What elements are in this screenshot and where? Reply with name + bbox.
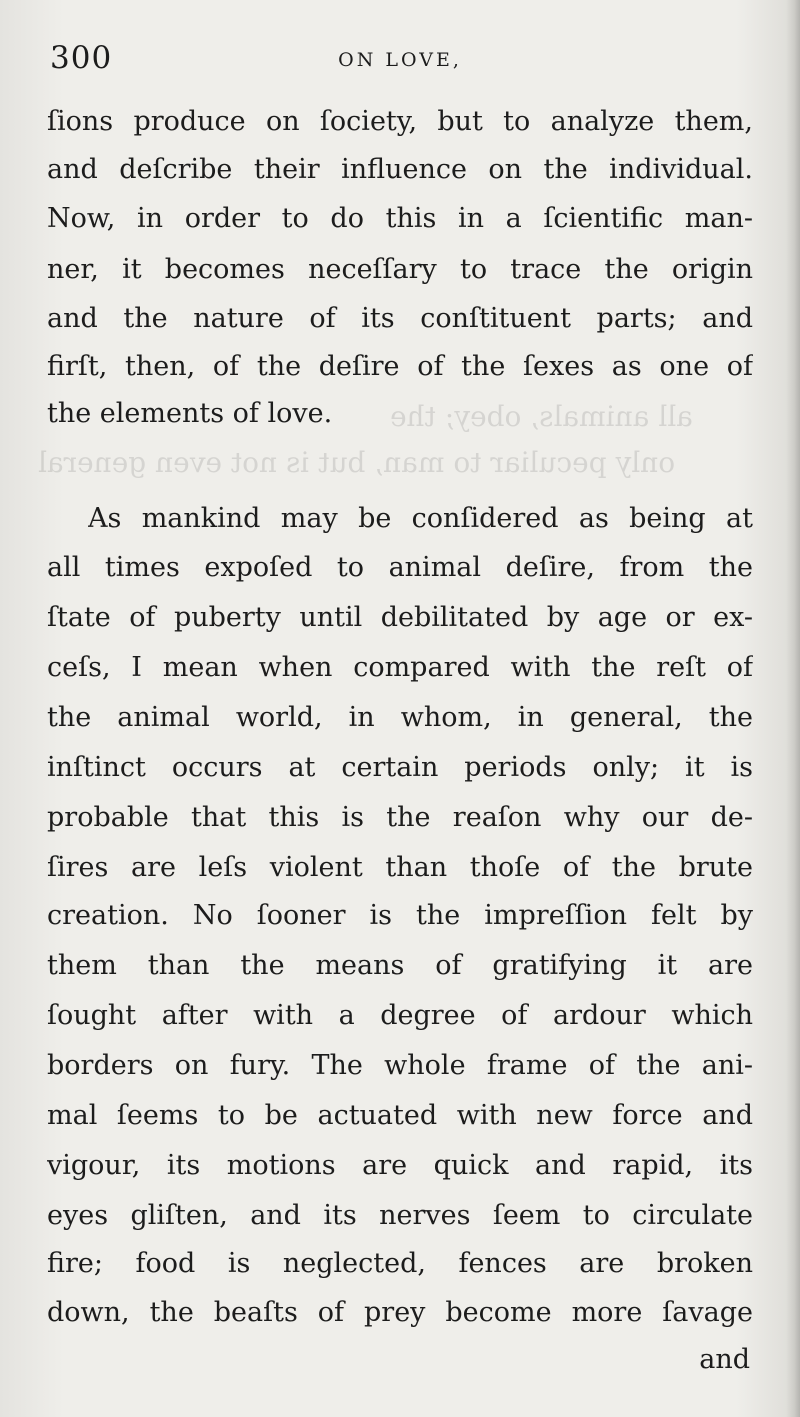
text-line: and deſcribe their influence on the individual. xyxy=(47,154,753,185)
catchword: and xyxy=(699,1344,750,1375)
show-through-text: all animals, obey; the xyxy=(390,400,693,433)
text-line: the elements of love. xyxy=(47,398,333,429)
text-line: them than the means of gratifying it are xyxy=(47,950,753,981)
text-line: inſtinct occurs at certain periods only; it is xyxy=(47,752,753,783)
text-line: ſought after with a degree of ardour which xyxy=(47,1000,753,1031)
text-line: all times expoſed to animal deſire, from the xyxy=(47,552,753,583)
text-line: vigour, its motions are quick and rapid, its xyxy=(47,1150,753,1181)
text-line: fire; food is neglected, fences are broken xyxy=(47,1248,753,1279)
text-line: mal ſeems to be actuated with new force and xyxy=(47,1100,753,1131)
text-line: borders on fury. The whole frame of the ani- xyxy=(47,1050,753,1081)
text-line: ſires are leſs violent than thoſe of the brute xyxy=(47,852,753,883)
page-number: 300 xyxy=(50,40,113,76)
text-line: the animal world, in whom, in general, the xyxy=(47,702,753,733)
show-through-text: only peculiar to man, but is not even general xyxy=(38,446,676,479)
running-head: ON LOVE, xyxy=(338,49,462,71)
text-line: ſtate of puberty until debilitated by age or ex- xyxy=(47,602,753,633)
text-line: creation. No ſooner is the impreſſion felt by xyxy=(47,900,753,931)
text-line: ner, it becomes neceſſary to trace the origin xyxy=(47,254,753,285)
text-line: down, the beaſts of prey become more ſavage xyxy=(47,1297,753,1328)
text-line: ceſs, I mean when compared with the reſt of xyxy=(47,652,753,683)
text-line: probable that this is the reaſon why our de- xyxy=(47,802,753,833)
text-line: As mankind may be conſidered as being at xyxy=(88,503,753,534)
text-line: eyes gliſten, and its nerves ſeem to circulate xyxy=(47,1200,753,1231)
text-line: firſt, then, of the deſire of the ſexes as one of xyxy=(47,351,753,382)
page-edge-shadow xyxy=(786,0,800,1417)
text-line: ſions produce on ſociety, but to analyze them, xyxy=(47,106,753,137)
text-line: Now, in order to do this in a ſcientific man- xyxy=(47,203,753,234)
text-line: and the nature of its conſtituent parts; and xyxy=(47,303,753,334)
